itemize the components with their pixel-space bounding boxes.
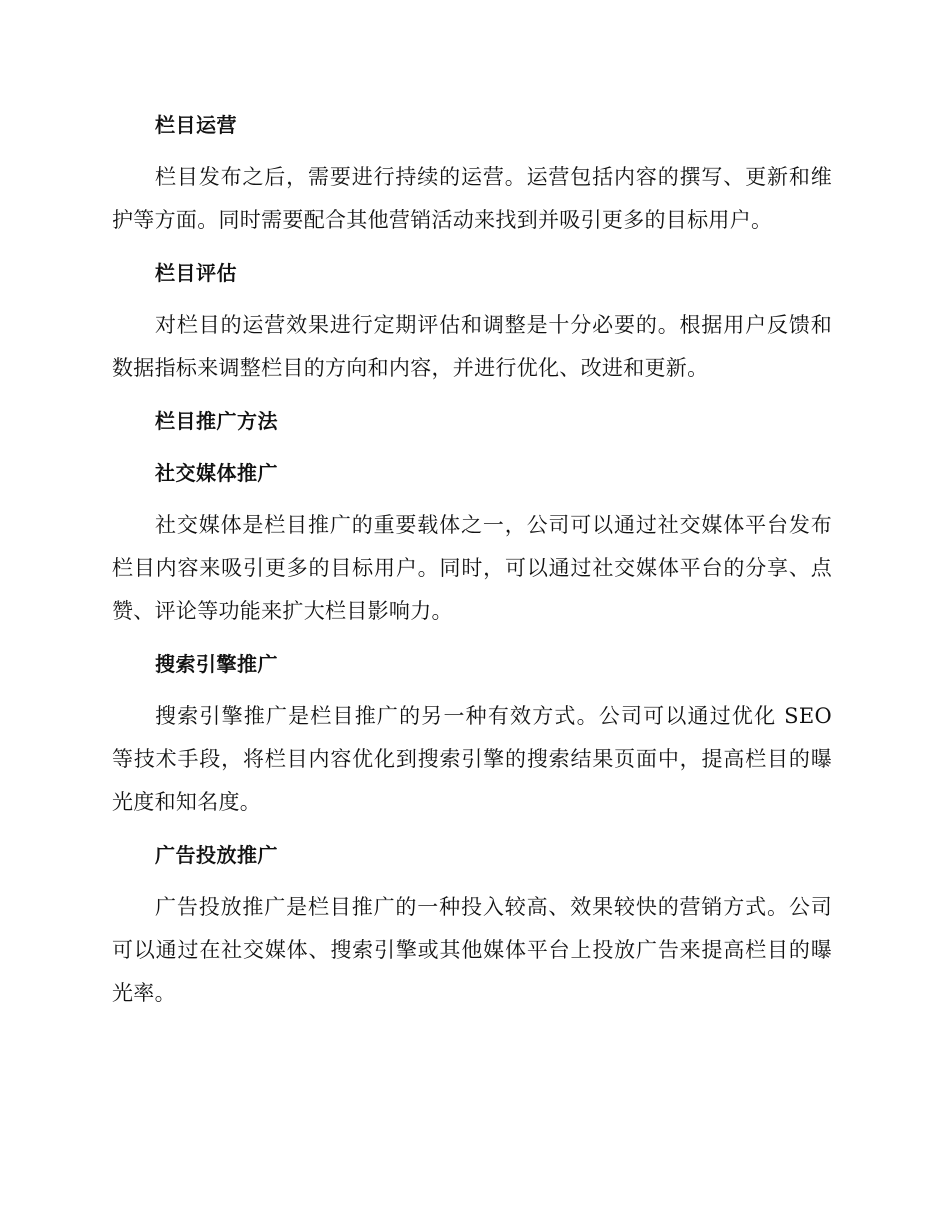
- section-heading-search-engine: 搜索引擎推广: [155, 652, 278, 676]
- section-paragraph-search-engine: 搜索引擎推广是栏目推广的另一种有效方式。公司可以通过优化 SEO 等技术手段，将栏目内容优化到搜索引擎的搜索结果页面中，提高栏目的曝光度和知名度。: [112, 704, 832, 814]
- section-heading-column-operation: 栏目运营: [155, 113, 237, 137]
- section-paragraph-column-operation: 栏目发布之后，需要进行持续的运营。运营包括内容的撰写、更新和维护等方面。同时需要配合其他营销活动来找到并吸引更多的目标用户。: [112, 165, 832, 232]
- section-heading-advertising: 广告投放推广: [155, 843, 278, 867]
- document-body: [112, 104, 832, 1025]
- section-heading-column-evaluation: 栏目评估: [155, 261, 237, 285]
- section-paragraph-advertising: 广告投放推广是栏目推广的一种投入较高、效果较快的营销方式。公司可以通过在社交媒体、搜索引擎或其他媒体平台上投放广告来提高栏目的曝光率。: [112, 895, 832, 1005]
- section-heading-social-media: 社交媒体推广: [155, 461, 278, 485]
- section-paragraph-social-media: 社交媒体是栏目推广的重要载体之一，公司可以通过社交媒体平台发布栏目内容来吸引更多的目标用户。同时，可以通过社交媒体平台的分享、点赞、评论等功能来扩大栏目影响力。: [112, 513, 832, 623]
- section-paragraph-column-evaluation: 对栏目的运营效果进行定期评估和调整是十分必要的。根据用户反馈和数据指标来调整栏目的方向和内容，并进行优化、改进和更新。: [112, 313, 832, 380]
- section-heading-promotion-methods: 栏目推广方法: [155, 409, 278, 433]
